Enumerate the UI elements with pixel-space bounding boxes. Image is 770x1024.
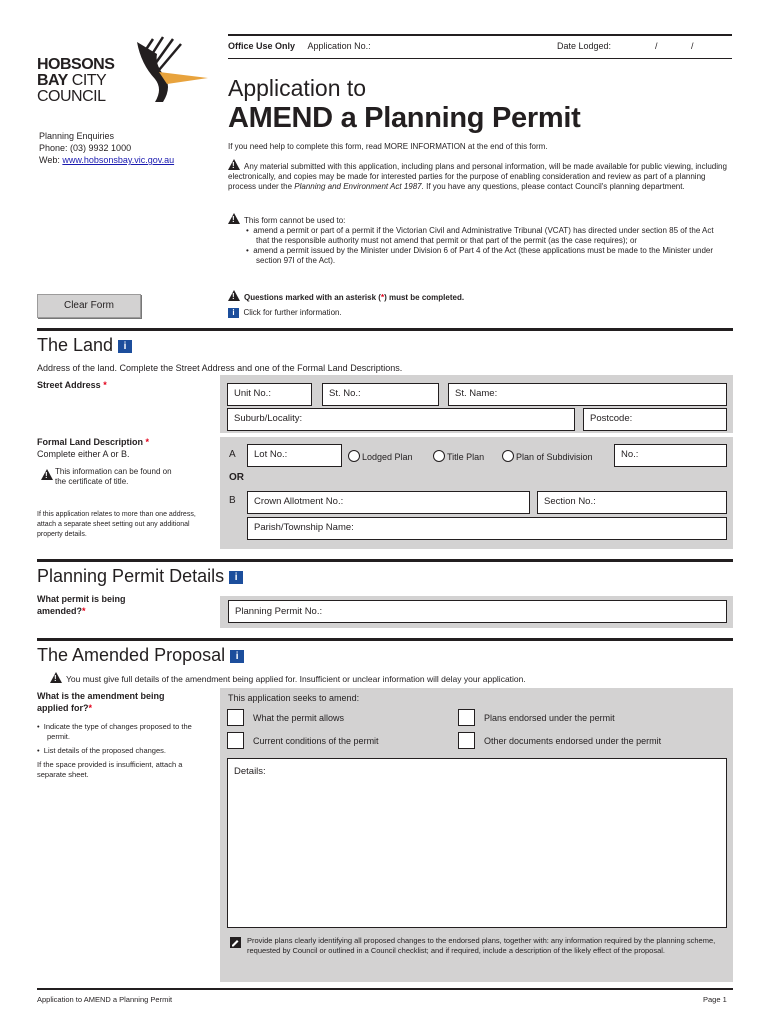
warning-icon: [228, 213, 240, 224]
logo-line2: BAY CITY: [37, 72, 107, 89]
option-permit-allows: What the permit allows: [253, 713, 345, 723]
seeks-to-amend-label: This application seeks to amend:: [228, 693, 360, 703]
header-bottom-rule: [228, 58, 732, 59]
website-link[interactable]: www.hobsonsbay.vic.gov.au: [62, 155, 175, 165]
option-a-label: A: [229, 449, 236, 460]
plan-no-field[interactable]: No.:: [614, 444, 727, 467]
checkbox-current-conditions[interactable]: [227, 732, 244, 749]
insufficient-space-note: If the space provided is insufficient, attach a separate sheet.: [37, 760, 183, 779]
permit-question: What permit is being amended?*: [37, 594, 126, 616]
enquiries-label: Planning Enquiries: [39, 131, 115, 141]
pelican-logo-icon: [133, 34, 213, 104]
unit-no-field[interactable]: Unit No.:: [227, 383, 312, 406]
restriction-bullet-2: • amend a permit issued by the Minister under Division 6 of Part 4 of the Act (these applications must be made to the Minister under section 97I of the Act).: [246, 246, 714, 265]
plan-of-subdivision-radio[interactable]: Plan of Subdivision: [502, 450, 593, 462]
public-viewing-warning: !Any material submitted with this application, including plans and personal information, will be made available for public viewing, including electronically, and copies may be made for interested parties for the purpose of enabling consideration and review as part of a planning process under the Planning and Environment Act 1987. If you have any questions, please contact Council's planning department.: [228, 159, 728, 192]
land-description: Address of the land. Complete the Street Address and one of the Formal Land Descriptions.: [37, 363, 403, 373]
option-b-label: B: [229, 495, 236, 506]
date-lodged-label: Date Lodged:: [557, 41, 612, 51]
page-number: Page 1: [703, 995, 727, 1004]
date-separator-1: /: [655, 41, 658, 51]
crown-allotment-field[interactable]: Crown Allotment No.:: [247, 491, 530, 514]
web-label: Web:: [39, 155, 60, 165]
land-section-title: The Land i: [37, 335, 132, 356]
permit-section-rule: [37, 559, 733, 562]
multiple-address-note: If this application relates to more than one address, attach a separate sheet setting out any additional property details.: [37, 511, 196, 538]
title-plan-radio[interactable]: Title Plan: [433, 450, 484, 462]
office-use-label: Office Use Only: [228, 41, 296, 51]
street-name-field[interactable]: St. Name:: [448, 383, 727, 406]
title-certificate-note: ! This information can be found on the certificate of title.: [37, 467, 172, 487]
date-separator-2: /: [691, 41, 694, 51]
radio-icon: [433, 450, 445, 462]
info-icon[interactable]: i: [118, 340, 132, 353]
street-no-field[interactable]: St. No.:: [322, 383, 439, 406]
proposal-section-title: The Amended Proposal i: [37, 645, 244, 666]
info-icon[interactable]: i: [230, 650, 244, 663]
council-logo: [37, 34, 212, 109]
clear-form-button[interactable]: Clear Form: [37, 294, 141, 318]
footer-title: Application to AMEND a Planning Permit: [37, 995, 173, 1004]
radio-icon: [348, 450, 360, 462]
permit-section-title: Planning Permit Details i: [37, 566, 243, 587]
edit-note-icon: [230, 937, 241, 948]
info-note: i Click for further information.: [228, 308, 342, 318]
option-endorsed-plans: Plans endorsed under the permit: [484, 713, 615, 723]
street-address-label: Street Address *: [37, 380, 107, 390]
guidance-bullet-1: • Indicate the type of changes proposed to the permit.: [37, 722, 192, 741]
amendment-question: What is the amendment being applied for?*: [37, 691, 165, 713]
title-line1: Application to: [228, 75, 367, 101]
application-no-label: Application No.:: [307, 41, 371, 51]
suburb-field[interactable]: Suburb/Locality:: [227, 408, 575, 431]
warning-icon: [41, 469, 53, 480]
parish-field[interactable]: Parish/Township Name:: [247, 517, 727, 540]
warning-icon: [50, 672, 62, 683]
planning-permit-no-field[interactable]: Planning Permit No.:: [228, 600, 727, 623]
formal-land-label: Formal Land Description * Complete either A or B.: [37, 437, 150, 459]
footer-rule: [37, 988, 733, 990]
plans-note: Provide plans clearly identifying all proposed changes to the endorsed plans, together with: any information required by the planning scheme, requested by Council or outlined in a Council checklist; and if required, include a description of the likely effect of the proposal.: [230, 936, 725, 956]
logo-line3: COUNCIL: [37, 88, 106, 105]
contact-info: [39, 130, 174, 166]
warning-icon: [228, 290, 240, 301]
lot-no-field[interactable]: Lot No.:: [247, 444, 342, 467]
postcode-field[interactable]: Postcode:: [583, 408, 727, 431]
guidance-bullet-2: • List details of the proposed changes.: [37, 746, 166, 755]
help-text: If you need help to complete this form, read MORE INFORMATION at the end of this form.: [228, 142, 548, 151]
or-label: OR: [229, 472, 244, 483]
warning-icon: [228, 159, 240, 170]
option-other-documents: Other documents endorsed under the permit: [484, 736, 662, 746]
amendment-guidance: [37, 722, 197, 780]
checkbox-other-documents[interactable]: [458, 732, 475, 749]
details-textarea[interactable]: Details:: [227, 758, 727, 928]
proposal-section-rule: [37, 638, 733, 641]
checkbox-endorsed-plans[interactable]: [458, 709, 475, 726]
page-title: AMEND a Planning Permit: [228, 102, 581, 134]
logo-line1: HOBSONS: [37, 56, 115, 73]
office-use-bar: [228, 41, 732, 51]
info-icon[interactable]: i: [229, 571, 243, 584]
info-icon[interactable]: i: [228, 308, 239, 318]
section-no-field[interactable]: Section No.:: [537, 491, 727, 514]
proposal-warning: !You must give full details of the amendment being applied for. Insufficient or unclear information will delay your application.: [50, 672, 526, 684]
asterisk-note: !Questions marked with an asterisk (*) must be completed.: [228, 290, 728, 303]
form-restrictions: !This form cannot be used to: • amend a permit or part of a permit if the Victorian Civil and Administrative Tribunal (VCAT) has directed under section 85 of the Act that the responsible authority must not amend that permit or that part of the permit (as the case requires); or • amend a permit issued by the Minister under Division 6 of Part 4 of the Act (these applications must be made to the Minister under section 97I of the Act).: [228, 213, 728, 266]
checkbox-permit-allows[interactable]: [227, 709, 244, 726]
header-top-rule: [228, 34, 732, 36]
lodged-plan-radio[interactable]: Lodged Plan: [348, 450, 413, 462]
radio-icon: [502, 450, 514, 462]
land-section-rule: [37, 328, 733, 331]
phone-number: Phone: (03) 9932 1000: [39, 143, 132, 153]
option-current-conditions: Current conditions of the permit: [253, 736, 379, 746]
restriction-bullet-1: • amend a permit or part of a permit if the Victorian Civil and Administrative Tribunal (VCAT) has directed under section 85 of the Act that the responsible authority must not amend that permit or that part of the permit (as the case requires); or: [246, 226, 714, 245]
